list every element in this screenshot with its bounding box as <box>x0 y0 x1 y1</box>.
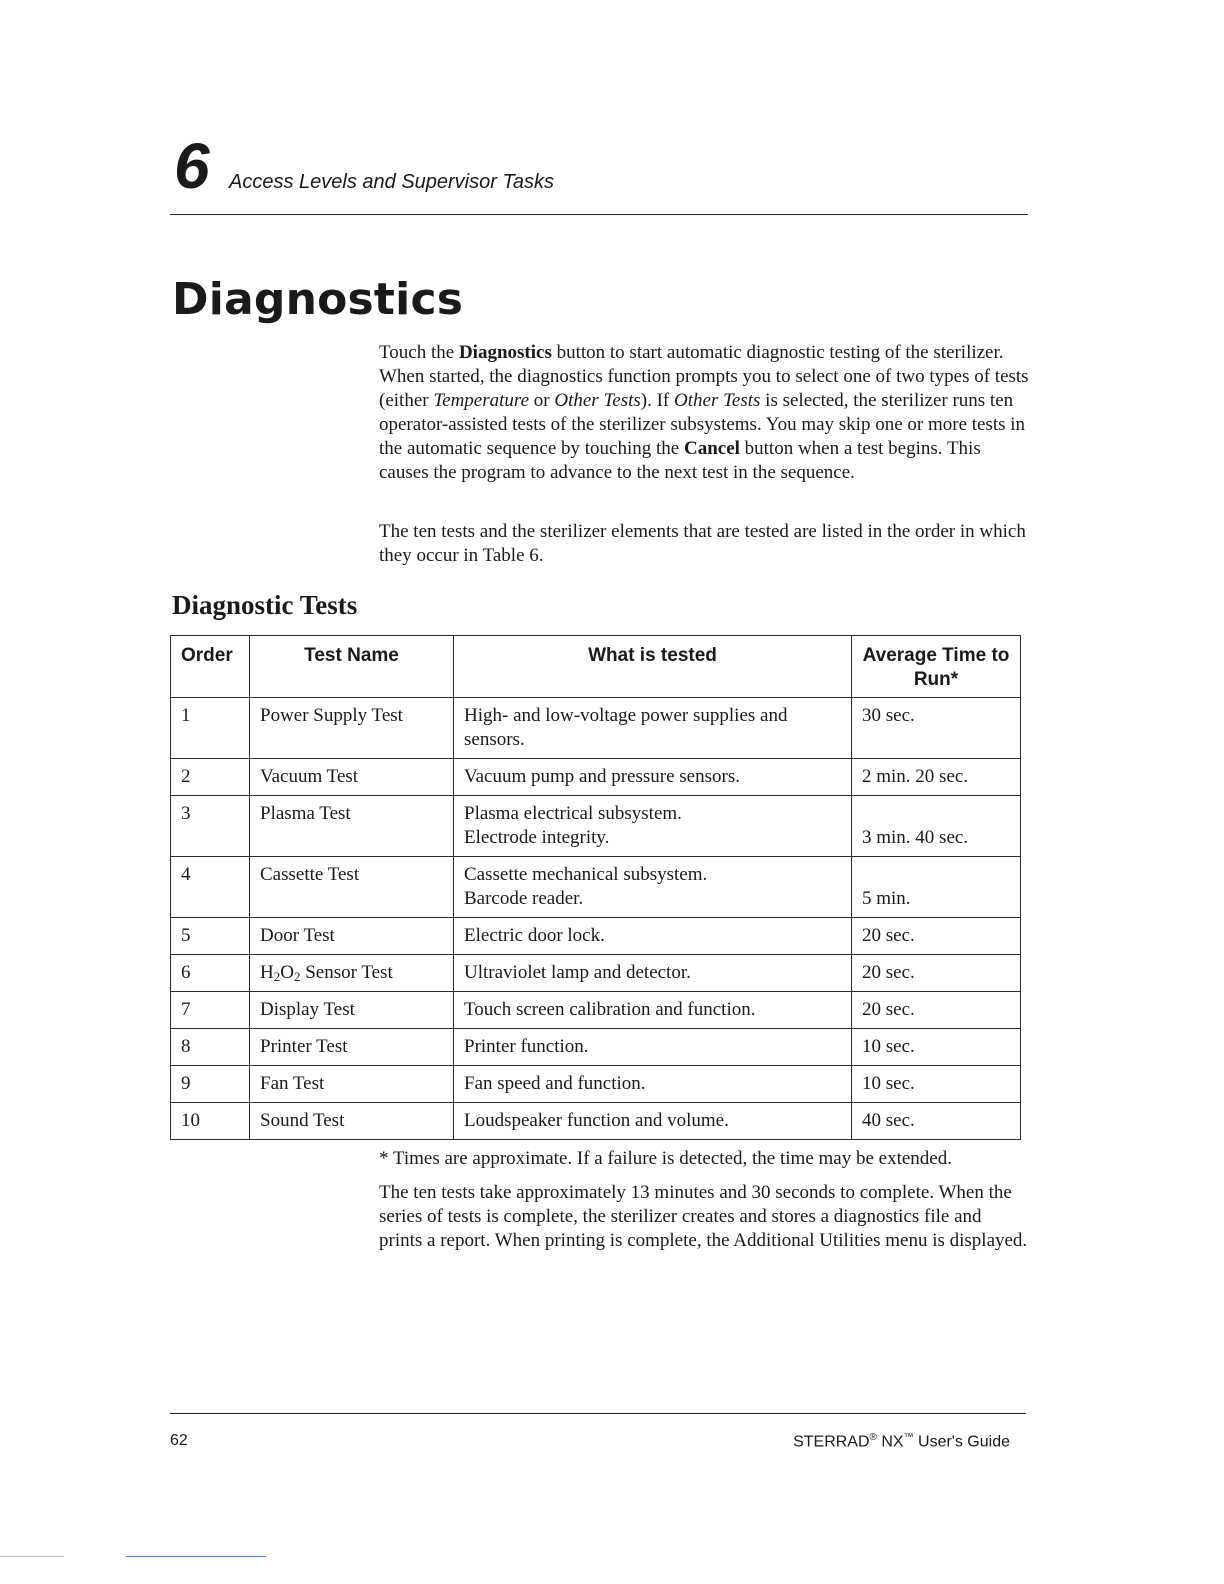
diagnostics-term: Diagnostics <box>458 342 552 363</box>
diagnostic-tests-table <box>170 635 1021 1140</box>
header-test-name: Test Name <box>250 636 454 698</box>
order-cell: 1 <box>171 698 250 759</box>
other-tests-term-2: Other Tests <box>674 390 761 411</box>
chapter-title: Access Levels and Supervisor Tasks <box>229 171 554 193</box>
what-tested-cell: Cassette mechanical subsystem. Barcode reader. <box>454 857 852 918</box>
footnote: * Times are approximate. If a failure is detected, the time may be extended. <box>379 1148 952 1169</box>
table-row <box>171 698 1021 759</box>
table-row <box>171 992 1021 1029</box>
what-tested-cell: Printer function. <box>454 1029 852 1066</box>
time-cell: 10 sec. <box>852 1029 1021 1066</box>
what-tested-cell: Vacuum pump and pressure sensors. <box>454 759 852 796</box>
test-name-cell: Plasma Test <box>250 796 454 857</box>
intro-paragraph: Touch the Diagnostics button to start automatic diagnostic testing of the sterilizer. When started, the diagnostics function prompts you to select one of two types of tests (either Temperature or Other Tests). If Other Tests is selected, the sterilizer runs ten operator-assisted tests of the sterilizer subsystems. You may skip one or more tests in the automatic sequence by touching the Cancel button when a test begins. This causes the program to advance to the next test in the sequence. <box>379 342 1029 483</box>
chapter-number: 6 <box>174 130 210 202</box>
table-row <box>171 857 1021 918</box>
order-cell: 8 <box>171 1029 250 1066</box>
order-cell: 7 <box>171 992 250 1029</box>
what-tested-cell: Touch screen calibration and function. <box>454 992 852 1029</box>
what-tested-cell: Electric door lock. <box>454 918 852 955</box>
order-cell: 5 <box>171 918 250 955</box>
header-order: Order <box>171 636 250 698</box>
time-cell: 30 sec. <box>852 698 1021 759</box>
page-edge-divider <box>0 1556 64 1557</box>
order-cell: 9 <box>171 1066 250 1103</box>
order-cell: 3 <box>171 796 250 857</box>
what-tested-cell: High- and low-voltage power supplies and sensors. <box>454 698 852 759</box>
temperature-term: Temperature <box>433 390 530 411</box>
test-name-cell: Power Supply Test <box>250 698 454 759</box>
table-row <box>171 759 1021 796</box>
page-footer <box>170 1413 1026 1454</box>
page-edge-divider-blue <box>126 1556 266 1557</box>
test-name-cell: Printer Test <box>250 1029 454 1066</box>
test-name-cell: Door Test <box>250 918 454 955</box>
table-header-row <box>171 636 1021 698</box>
table-intro-paragraph: The ten tests and the sterilizer elements that are tested are listed in the order in which they occur in Table 6. <box>379 521 1026 566</box>
other-tests-term: Other Tests <box>554 390 641 411</box>
time-cell: 3 min. 40 sec. <box>852 796 1021 857</box>
table-row <box>171 1066 1021 1103</box>
time-cell: 20 sec. <box>852 918 1021 955</box>
table-row <box>171 796 1021 857</box>
what-tested-cell: Loudspeaker function and volume. <box>454 1103 852 1140</box>
time-cell: 20 sec. <box>852 992 1021 1029</box>
guide-title: STERRAD® NX™ User's Guide <box>793 1432 1010 1451</box>
table-row <box>171 918 1021 955</box>
page-title: Diagnostics <box>172 274 464 325</box>
closing-paragraph: The ten tests take approximately 13 minutes and 30 seconds to complete. When the series of tests is complete, the sterilizer creates and stores a diagnostics file and prints a report. When printing is complete, the Additional Utilities menu is displayed. <box>379 1182 1028 1251</box>
table-row <box>171 1029 1021 1066</box>
test-name-cell: $H_2O_2$ Sensor Test <box>250 955 454 992</box>
cancel-term: Cancel <box>683 438 740 459</box>
what-tested-cell: Plasma electrical subsystem. Electrode integrity. <box>454 796 852 857</box>
what-tested-cell: Ultraviolet lamp and detector. <box>454 955 852 992</box>
order-cell: 2 <box>171 759 250 796</box>
test-name-cell: Sound Test <box>250 1103 454 1140</box>
time-cell: 10 sec. <box>852 1066 1021 1103</box>
test-name-cell: Fan Test <box>250 1066 454 1103</box>
time-cell: 20 sec. <box>852 955 1021 992</box>
section-heading: Diagnostic Tests <box>172 590 358 620</box>
test-name-cell: Display Test <box>250 992 454 1029</box>
table-row <box>171 955 1021 992</box>
test-name-cell: Vacuum Test <box>250 759 454 796</box>
time-cell: 2 min. 20 sec. <box>852 759 1021 796</box>
table-row <box>171 1103 1021 1140</box>
order-cell: 10 <box>171 1103 250 1140</box>
time-cell: 40 sec. <box>852 1103 1021 1140</box>
order-cell: 4 <box>171 857 250 918</box>
page-number: 62 <box>170 1432 188 1449</box>
time-cell: 5 min. <box>852 857 1021 918</box>
what-tested-cell: Fan speed and function. <box>454 1066 852 1103</box>
test-name-cell: Cassette Test <box>250 857 454 918</box>
header-average-time: Average Time to Run* <box>852 636 1021 698</box>
header-what-is-tested: What is tested <box>454 636 852 698</box>
chapter-header <box>170 130 1028 215</box>
order-cell: 6 <box>171 955 250 992</box>
